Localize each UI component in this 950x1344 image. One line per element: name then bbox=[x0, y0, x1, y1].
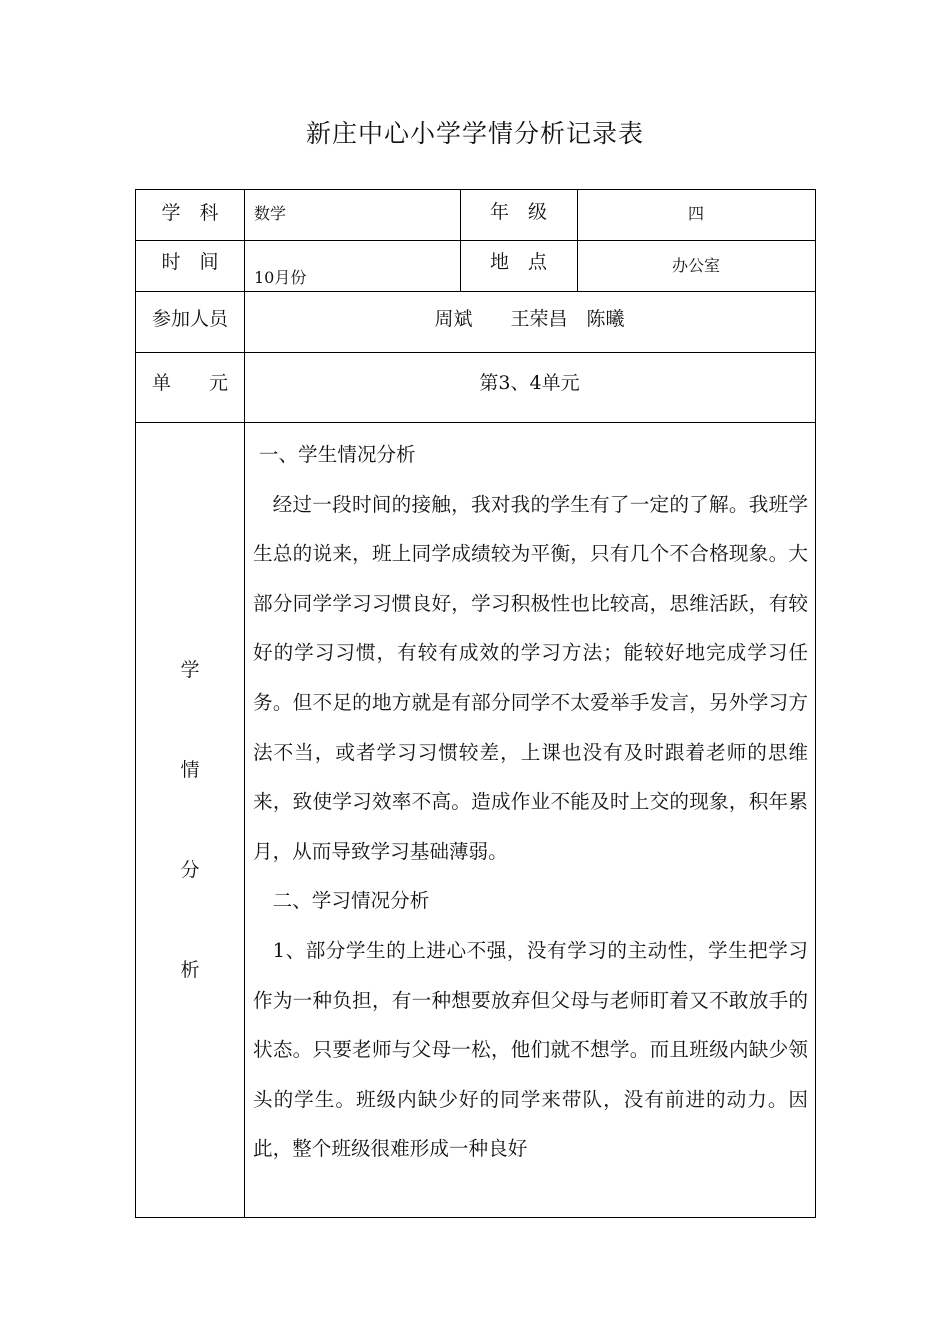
grade-label: 年 级 bbox=[489, 201, 547, 223]
section-paragraph: 1、部分学生的上进心不强，没有学习的主动性，学生把学习作为一种负担，有一种想要放弃但父母与老师盯着又不敢放手的状态。只要老师与父母一松，他们就不想学。而且班级内缺少领头的学生。班级内缺少好的同学来带队，没有前进的动力。因此，整个班级很难形成一种良好 bbox=[253, 938, 808, 1161]
place-label: 地 点 bbox=[489, 251, 547, 273]
analysis-label-char: 情 bbox=[180, 759, 200, 781]
place-value: 办公室 bbox=[671, 256, 720, 275]
participants-label: 参加人员 bbox=[151, 308, 228, 330]
grade-value: 四 bbox=[687, 204, 704, 223]
column-divider bbox=[244, 190, 245, 1217]
participants-value: 周斌 王荣昌 陈曦 bbox=[434, 308, 625, 330]
page-title: 新庄中心小学学情分析记录表 bbox=[305, 119, 644, 148]
time-label: 时 间 bbox=[161, 251, 219, 273]
row-divider bbox=[136, 422, 815, 423]
time-value: 10月份 bbox=[254, 268, 307, 287]
unit-value: 第3、4单元 bbox=[479, 372, 580, 394]
row-divider bbox=[136, 240, 815, 241]
row-divider bbox=[136, 291, 815, 292]
analysis-record-table bbox=[135, 189, 816, 1218]
analysis-content bbox=[253, 430, 808, 1174]
section-heading: 二、学习情况分析 bbox=[272, 889, 430, 913]
analysis-label-char: 学 bbox=[180, 659, 200, 681]
subject-value: 数学 bbox=[254, 204, 287, 223]
subject-label: 学 科 bbox=[161, 202, 219, 224]
section-heading: 一、学生情况分析 bbox=[258, 443, 416, 466]
analysis-label-char: 析 bbox=[180, 959, 200, 981]
section-paragraph: 经过一段时间的接触，我对我的学生有了一定的了解。我班学生总的说来，班上同学成绩较为平衡，只有几个不合格现象。大部分同学学习习惯良好，学习积极性也比较高，思维活跃，有较好的学习习惯，有较有成效的学习方法；能较好地完成学习任务。但不足的地方就是有部分同学不太爱举手发言，另外学习方法不当，或者学习习惯较差，上课也没有及时跟着老师的思维来，致使学习效率不高。造成作业不能及时上交的现象，积年累月，从而导致学习基础薄弱。 bbox=[253, 492, 808, 863]
row-divider bbox=[136, 352, 815, 353]
analysis-label-char: 分 bbox=[180, 859, 200, 881]
unit-label: 单 元 bbox=[151, 372, 228, 394]
